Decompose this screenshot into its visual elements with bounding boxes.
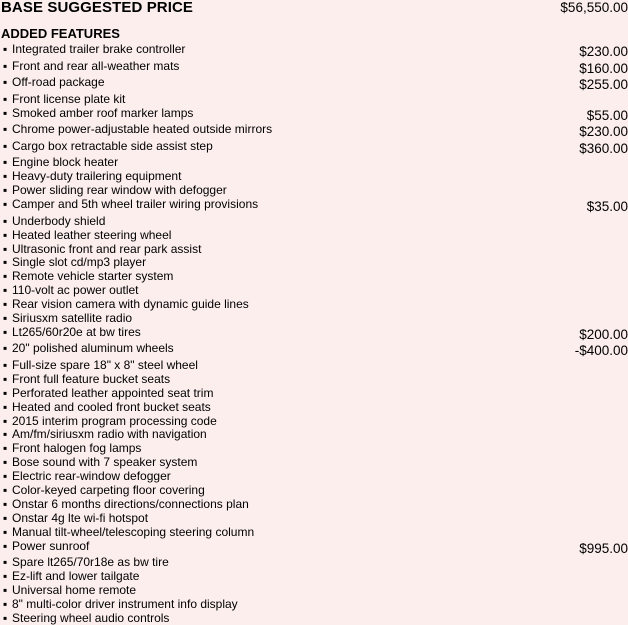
feature-name bbox=[3, 92, 125, 106]
feature-row bbox=[0, 75, 628, 92]
bullet-icon: ▪ bbox=[3, 255, 8, 270]
feature-row bbox=[0, 92, 628, 106]
feature-row bbox=[0, 400, 628, 414]
bullet-icon: ▪ bbox=[3, 75, 8, 90]
feature-name bbox=[3, 341, 174, 355]
feature-row bbox=[0, 372, 628, 386]
feature-row bbox=[0, 469, 628, 483]
feature-name bbox=[3, 455, 197, 469]
bullet-icon: ▪ bbox=[3, 524, 8, 539]
feature-price: $230.00 bbox=[579, 124, 628, 140]
feature-price: $35.00 bbox=[586, 199, 628, 215]
feature-row bbox=[0, 414, 628, 428]
feature-name bbox=[3, 400, 211, 414]
feature-row bbox=[0, 59, 628, 76]
feature-row bbox=[0, 139, 628, 156]
added-features-heading: ADDED FEATURES bbox=[1, 26, 120, 41]
feature-row bbox=[0, 341, 628, 358]
feature-label: 20" polished aluminum wheels bbox=[12, 341, 174, 356]
feature-price: $255.00 bbox=[579, 77, 628, 93]
feature-row bbox=[0, 297, 628, 311]
base-price-value: $56,550.00 bbox=[560, 0, 628, 15]
bullet-icon: ▪ bbox=[3, 122, 8, 137]
bullet-icon: ▪ bbox=[3, 213, 8, 228]
feature-label: Rear vision camera with dynamic guide lines bbox=[12, 297, 249, 312]
feature-name bbox=[3, 583, 136, 597]
bullet-icon: ▪ bbox=[3, 385, 8, 400]
feature-row bbox=[0, 183, 628, 197]
feature-row bbox=[0, 539, 628, 556]
feature-name bbox=[3, 569, 139, 583]
feature-label: Off-road package bbox=[12, 75, 105, 90]
feature-row bbox=[0, 427, 628, 441]
bullet-icon: ▪ bbox=[3, 183, 8, 198]
feature-label: Ez-lift and lower tailgate bbox=[12, 569, 140, 584]
feature-price: $360.00 bbox=[579, 140, 628, 156]
bullet-icon: ▪ bbox=[3, 427, 8, 442]
feature-name bbox=[3, 555, 169, 569]
feature-row bbox=[0, 214, 628, 228]
feature-label: Ultrasonic front and rear park assist bbox=[12, 241, 202, 256]
feature-name bbox=[3, 497, 249, 511]
feature-row bbox=[0, 169, 628, 183]
feature-name bbox=[3, 525, 254, 539]
feature-name bbox=[3, 311, 132, 325]
feature-label: 8" multi-color driver instrument info display bbox=[12, 596, 238, 611]
feature-name bbox=[3, 59, 179, 73]
bullet-icon: ▪ bbox=[3, 138, 8, 153]
feature-row bbox=[0, 525, 628, 539]
feature-name bbox=[3, 242, 201, 256]
feature-row bbox=[0, 555, 628, 569]
feature-label: Front and rear all-weather mats bbox=[12, 58, 180, 73]
bullet-icon: ▪ bbox=[3, 310, 8, 325]
feature-label: Heated leather steering wheel bbox=[12, 227, 172, 242]
feature-name bbox=[3, 611, 169, 625]
feature-name bbox=[3, 139, 213, 153]
feature-name bbox=[3, 255, 146, 269]
bullet-icon: ▪ bbox=[3, 324, 8, 339]
feature-label: Engine block heater bbox=[12, 155, 119, 170]
bullet-icon: ▪ bbox=[3, 169, 8, 184]
bullet-icon: ▪ bbox=[3, 413, 8, 428]
feature-row bbox=[0, 386, 628, 400]
bullet-icon: ▪ bbox=[3, 569, 8, 584]
feature-label: Underbody shield bbox=[12, 213, 106, 228]
feature-name bbox=[3, 269, 173, 283]
feature-price: $230.00 bbox=[579, 44, 628, 59]
bullet-icon: ▪ bbox=[3, 399, 8, 414]
base-price-label: BASE SUGGESTED PRICE bbox=[1, 0, 194, 16]
feature-label: Smoked amber roof marker lamps bbox=[12, 105, 194, 120]
feature-row bbox=[0, 122, 628, 139]
feature-name bbox=[3, 427, 207, 441]
bullet-icon: ▪ bbox=[3, 582, 8, 597]
feature-name bbox=[3, 183, 227, 197]
feature-name bbox=[3, 358, 198, 372]
bullet-icon: ▪ bbox=[3, 283, 8, 298]
feature-name bbox=[3, 75, 105, 89]
feature-label: Integrated trailer brake controller bbox=[12, 42, 186, 56]
feature-label: Onstar 6 months directions/connections plan bbox=[12, 496, 249, 511]
bullet-icon: ▪ bbox=[3, 297, 8, 312]
feature-row bbox=[0, 358, 628, 372]
bullet-icon: ▪ bbox=[3, 358, 8, 373]
feature-price: $55.00 bbox=[586, 107, 628, 123]
feature-label: Power sunroof bbox=[12, 538, 90, 553]
bullet-icon: ▪ bbox=[3, 538, 8, 553]
feature-name bbox=[3, 42, 185, 56]
bullet-icon: ▪ bbox=[3, 58, 8, 73]
feature-label: Bose sound with 7 speaker system bbox=[12, 455, 198, 470]
feature-row bbox=[0, 228, 628, 242]
feature-label: Lt265/60r20e at bw tires bbox=[12, 324, 141, 339]
bullet-icon: ▪ bbox=[3, 105, 8, 120]
bullet-icon: ▪ bbox=[3, 197, 8, 212]
feature-row bbox=[0, 283, 628, 297]
bullet-icon: ▪ bbox=[3, 269, 8, 284]
feature-name bbox=[3, 386, 213, 400]
feature-name bbox=[3, 372, 170, 386]
feature-price: $200.00 bbox=[579, 326, 628, 342]
added-features-list bbox=[0, 42, 628, 625]
feature-label: Full-size spare 18" x 8" steel wheel bbox=[12, 358, 198, 373]
feature-label: Front full feature bucket seats bbox=[12, 371, 171, 386]
feature-label: Universal home remote bbox=[12, 582, 137, 597]
feature-price: -$400.00 bbox=[574, 343, 628, 359]
feature-name bbox=[3, 414, 217, 428]
feature-row bbox=[0, 455, 628, 469]
feature-row bbox=[0, 511, 628, 525]
feature-row bbox=[0, 441, 628, 455]
bullet-icon: ▪ bbox=[3, 441, 8, 456]
feature-price: $995.00 bbox=[579, 540, 628, 556]
feature-label: Remote vehicle starter system bbox=[12, 269, 174, 284]
feature-label: Front halogen fog lamps bbox=[12, 441, 142, 456]
bullet-icon: ▪ bbox=[3, 42, 8, 56]
feature-name bbox=[3, 469, 171, 483]
feature-name bbox=[3, 539, 89, 553]
feature-row bbox=[0, 42, 628, 59]
bullet-icon: ▪ bbox=[3, 555, 8, 570]
feature-name bbox=[3, 106, 193, 120]
bullet-icon: ▪ bbox=[3, 469, 8, 484]
feature-row bbox=[0, 597, 628, 611]
feature-name bbox=[3, 155, 118, 169]
bullet-icon: ▪ bbox=[3, 241, 8, 256]
feature-row bbox=[0, 483, 628, 497]
feature-label: Manual tilt-wheel/telescoping steering column bbox=[12, 524, 255, 539]
bullet-icon: ▪ bbox=[3, 596, 8, 611]
feature-label: Power sliding rear window with defogger bbox=[12, 183, 227, 198]
bullet-icon: ▪ bbox=[3, 155, 8, 170]
bullet-icon: ▪ bbox=[3, 227, 8, 242]
feature-name bbox=[3, 214, 105, 228]
bullet-icon: ▪ bbox=[3, 496, 8, 511]
feature-name bbox=[3, 122, 272, 136]
feature-name bbox=[3, 441, 141, 455]
bullet-icon: ▪ bbox=[3, 610, 8, 625]
feature-name bbox=[3, 169, 181, 183]
feature-label: Heated and cooled front bucket seats bbox=[12, 399, 211, 414]
feature-row bbox=[0, 311, 628, 325]
feature-label: Heavy-duty trailering equipment bbox=[12, 169, 182, 184]
feature-label: Siriusxm satellite radio bbox=[12, 310, 133, 325]
feature-label: 110-volt ac power outlet bbox=[12, 283, 139, 298]
bullet-icon: ▪ bbox=[3, 455, 8, 470]
bullet-icon: ▪ bbox=[3, 483, 8, 498]
base-price-row bbox=[0, 0, 628, 16]
feature-name bbox=[3, 228, 171, 242]
feature-name bbox=[3, 325, 141, 339]
feature-price: $160.00 bbox=[579, 60, 628, 76]
feature-row bbox=[0, 255, 628, 269]
bullet-icon: ▪ bbox=[3, 371, 8, 386]
feature-row bbox=[0, 106, 628, 123]
feature-label: Electric rear-window defogger bbox=[12, 469, 171, 484]
feature-label: 2015 interim program processing code bbox=[12, 413, 217, 428]
feature-label: Cargo box retractable side assist step bbox=[12, 138, 213, 153]
feature-name bbox=[3, 197, 258, 211]
feature-row bbox=[0, 583, 628, 597]
feature-label: Steering wheel audio controls bbox=[12, 610, 170, 625]
feature-label: Color-keyed carpeting floor covering bbox=[12, 483, 205, 498]
bullet-icon: ▪ bbox=[3, 341, 8, 356]
feature-row bbox=[0, 197, 628, 214]
feature-row bbox=[0, 569, 628, 583]
feature-name bbox=[3, 297, 249, 311]
feature-name bbox=[3, 511, 148, 525]
feature-row bbox=[0, 325, 628, 342]
feature-row bbox=[0, 611, 628, 625]
feature-label: Perforated leather appointed seat trim bbox=[12, 385, 214, 400]
feature-name bbox=[3, 483, 205, 497]
feature-name bbox=[3, 597, 238, 611]
feature-label: Single slot cd/mp3 player bbox=[12, 255, 147, 270]
feature-row bbox=[0, 242, 628, 256]
feature-label: Front license plate kit bbox=[12, 91, 126, 106]
feature-label: Spare lt265/70r18e as bw tire bbox=[12, 555, 169, 570]
feature-label: Chrome power-adjustable heated outside mirrors bbox=[12, 122, 273, 137]
bullet-icon: ▪ bbox=[3, 91, 8, 106]
feature-row bbox=[0, 497, 628, 511]
feature-row bbox=[0, 155, 628, 169]
feature-row bbox=[0, 269, 628, 283]
feature-label: Am/fm/siriusxm radio with navigation bbox=[12, 427, 207, 442]
feature-name bbox=[3, 283, 139, 297]
bullet-icon: ▪ bbox=[3, 510, 8, 525]
feature-label: Camper and 5th wheel trailer wiring provisions bbox=[12, 197, 259, 212]
feature-label: Onstar 4g lte wi-fi hotspot bbox=[12, 510, 149, 525]
